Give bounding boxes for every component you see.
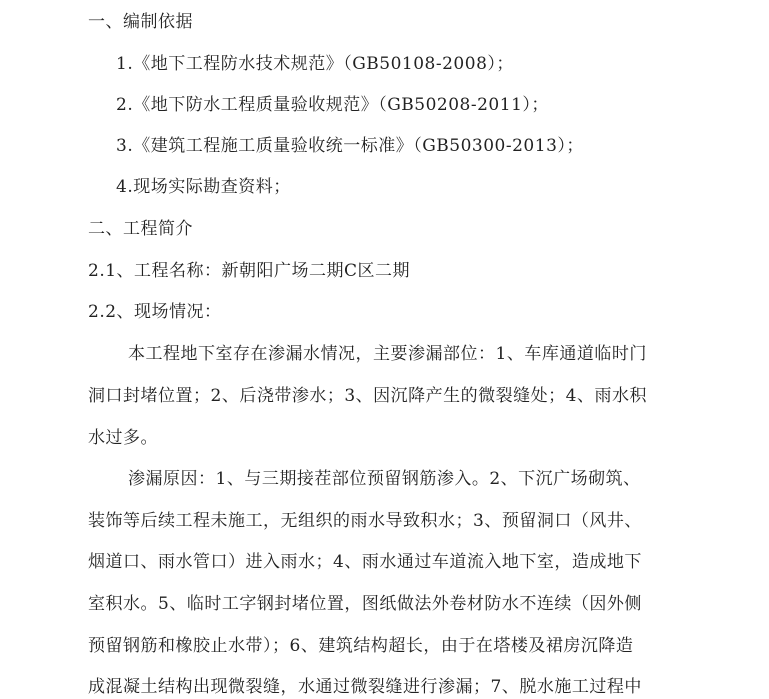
- paragraph-line: 成混凝土结构出现微裂缝，水通过微裂缝进行渗漏；7、脱水施工过程中: [88, 677, 642, 697]
- paragraph-line: 渗漏原因：1、与三期接茬部位预留钢筋渗入。2、下沉广场砌筑、: [128, 469, 641, 489]
- paragraph-line: 洞口封堵位置；2、后浇带渗水；3、因沉降产生的微裂缝处；4、雨水积: [88, 386, 647, 406]
- paragraph-line: 本工程地下室存在渗漏水情况，主要渗漏部位：1、车库通道临时门: [128, 344, 647, 364]
- paragraph-line: 水过多。: [88, 428, 158, 448]
- section-heading-overview: 二、工程简介: [88, 219, 193, 239]
- paragraph-line: 装饰等后续工程未施工，无组织的雨水导致积水；3、预留洞口（风井、: [88, 511, 642, 531]
- site-condition-heading: 2.2、现场情况：: [88, 302, 222, 322]
- basis-item-2: 2.《地下防水工程质量验收规范》（GB50208-2011）；: [116, 95, 549, 115]
- paragraph-line: 室积水。5、临时工字钢封堵位置，图纸做法外卷材防水不连续（因外侧: [88, 594, 642, 614]
- paragraph-line: 烟道口、雨水管口）进入雨水；4、雨水通过车道流入地下室，造成地下: [88, 552, 642, 572]
- project-name: 2.1、工程名称：新朝阳广场二期C区二期: [88, 261, 411, 281]
- basis-item-3: 3.《建筑工程施工质量验收统一标准》（GB50300-2013）；: [116, 136, 584, 156]
- section-heading-basis: 一、编制依据: [88, 12, 193, 32]
- basis-item-1: 1.《地下工程防水技术规范》（GB50108-2008）；: [116, 54, 514, 74]
- paragraph-line: 预留钢筋和橡胶止水带）；6、建筑结构超长，由于在塔楼及裙房沉降造: [88, 636, 634, 656]
- basis-item-4: 4.现场实际勘查资料；: [116, 177, 291, 197]
